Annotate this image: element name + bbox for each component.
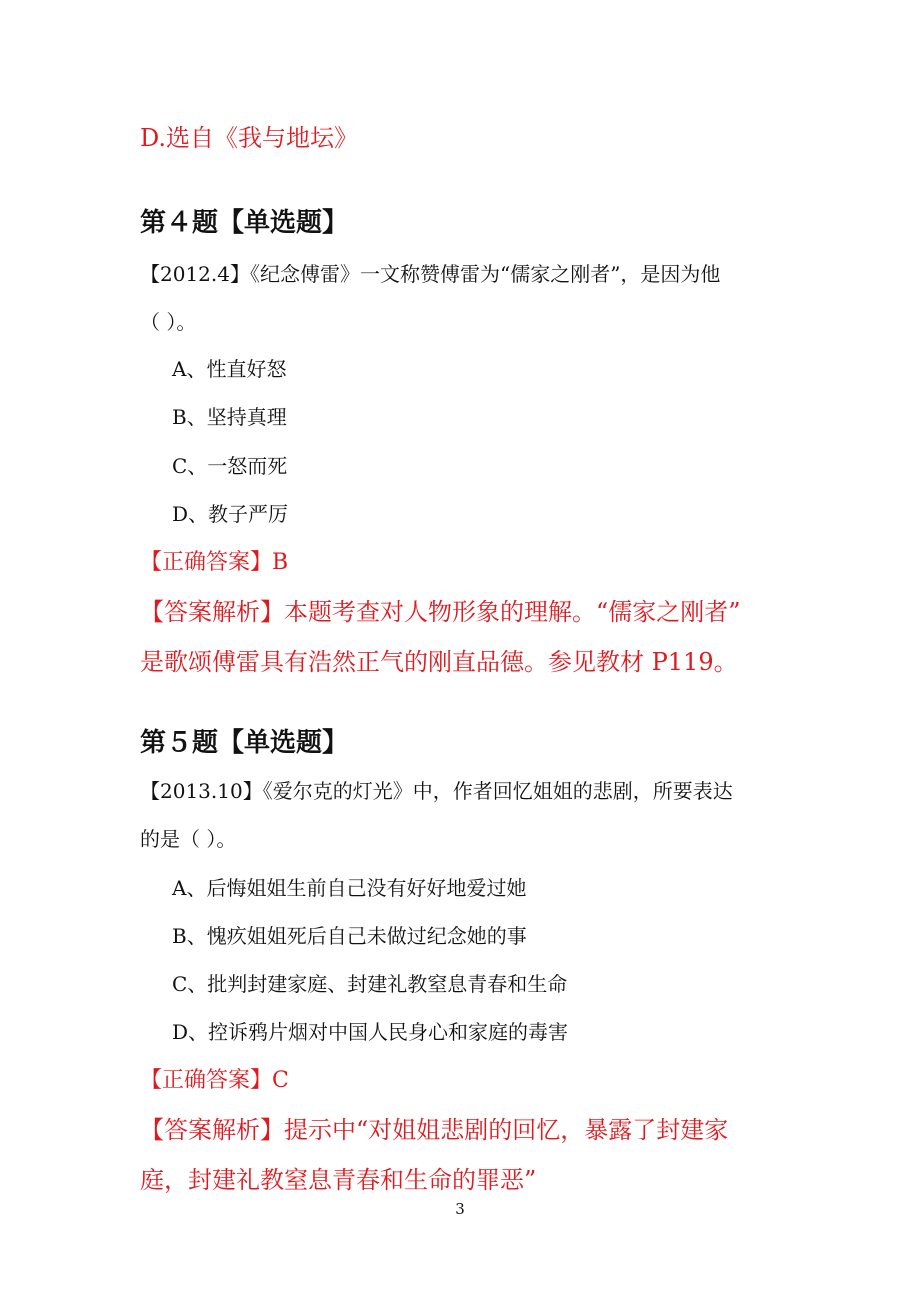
question-4-answer: 【正确答案】B: [140, 550, 289, 575]
question-5-explanation-line-1: 【答案解析】提示中“对姐姐悲剧的回忆，暴露了封建家: [140, 1116, 729, 1144]
question-4-option-b: B、坚持真理: [172, 405, 287, 429]
question-4-option-c: C、一怒而死: [172, 454, 288, 478]
page-number: 3: [455, 1200, 465, 1218]
question-4-stem-line-2: （ ）。: [140, 310, 197, 334]
question-4-option-d: D、教子严厉: [172, 502, 289, 526]
question-5-title: 第５题【单选题】: [140, 728, 349, 758]
question-5-option-c: C、批判封建家庭、封建礼教窒息青春和生命: [172, 972, 568, 996]
previous-question-option-d: D.选自《我与地坛》: [140, 124, 359, 152]
question-4-stem-line-1: 【2012.4】《纪念傅雷》一文称赞傅雷为“儒家之刚者”，是因为他: [140, 262, 721, 286]
question-5-option-d: D、控诉鸦片烟对中国人民身心和家庭的毒害: [172, 1020, 569, 1044]
question-4-explanation-line-1: 【答案解析】本题考查对人物形象的理解。“儒家之刚者”: [140, 598, 741, 626]
question-5-stem-line-2: 的是（ ）。: [140, 827, 237, 851]
question-5-stem-line-1: 【2013.10】《爱尔克的灯光》中，作者回忆姐姐的悲剧，所要表达: [140, 779, 733, 803]
question-5-option-b: B、愧疚姐姐死后自己未做过纪念她的事: [172, 924, 527, 948]
question-4-option-a: A、性直好怒: [172, 357, 287, 381]
question-5-explanation-line-2: 庭，封建礼教窒息青春和生命的罪恶”: [140, 1166, 537, 1194]
question-4-explanation-line-2: 是歌颂傅雷具有浩然正气的刚直品德。参见教材 P119。: [140, 648, 738, 676]
question-5-answer: 【正确答案】C: [140, 1068, 289, 1093]
question-5-option-a: A、后悔姐姐生前自己没有好好地爱过她: [172, 876, 527, 900]
question-4-title: 第４题【单选题】: [140, 208, 349, 238]
